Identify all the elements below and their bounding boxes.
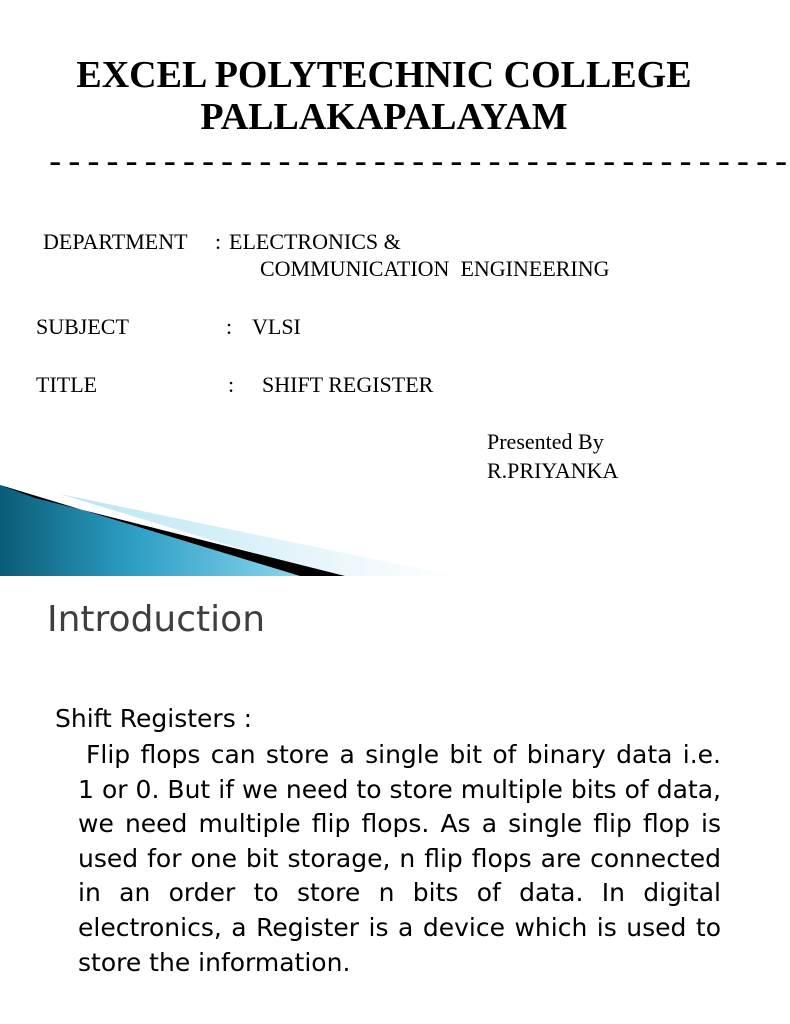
presenter-name: R.PRIYANKA bbox=[487, 458, 619, 483]
body-paragraph: Flip flops can store a single bit of binary data i.e. 1 or 0. But if we need to store multiple bits of data, we need multiple flip flops. As a single flip flop is used for one bit storage, n flip flops are connected in an order to store n bits of data. In digital electronics, a Register is a device which is used to store the information. bbox=[78, 740, 721, 977]
slide-title: Introduction bbox=[47, 599, 266, 640]
subject-value: VLSI bbox=[252, 314, 301, 339]
title-colon: : bbox=[228, 372, 235, 397]
title-value: SHIFT REGISTER bbox=[262, 372, 434, 397]
dashed-separator: --------------------------------------- bbox=[45, 146, 790, 184]
introduction-slide bbox=[0, 576, 768, 1024]
college-location: PALLAKAPALAYAM bbox=[200, 96, 568, 138]
subject-colon: : bbox=[226, 314, 233, 339]
college-name: EXCEL POLYTECHNIC COLLEGE bbox=[76, 54, 692, 96]
department-value-line1: ELECTRONICS & bbox=[229, 229, 401, 254]
department-label: DEPARTMENT bbox=[43, 229, 188, 254]
sub-heading: Shift Registers : bbox=[55, 704, 253, 733]
presented-by-label: Presented By bbox=[487, 429, 604, 454]
department-colon: : bbox=[215, 229, 222, 254]
department-value-line2: COMMUNICATION ENGINEERING bbox=[260, 256, 610, 281]
decorative-swoosh bbox=[0, 480, 480, 576]
title-label: TITLE bbox=[36, 372, 98, 397]
subject-label: SUBJECT bbox=[36, 314, 129, 339]
